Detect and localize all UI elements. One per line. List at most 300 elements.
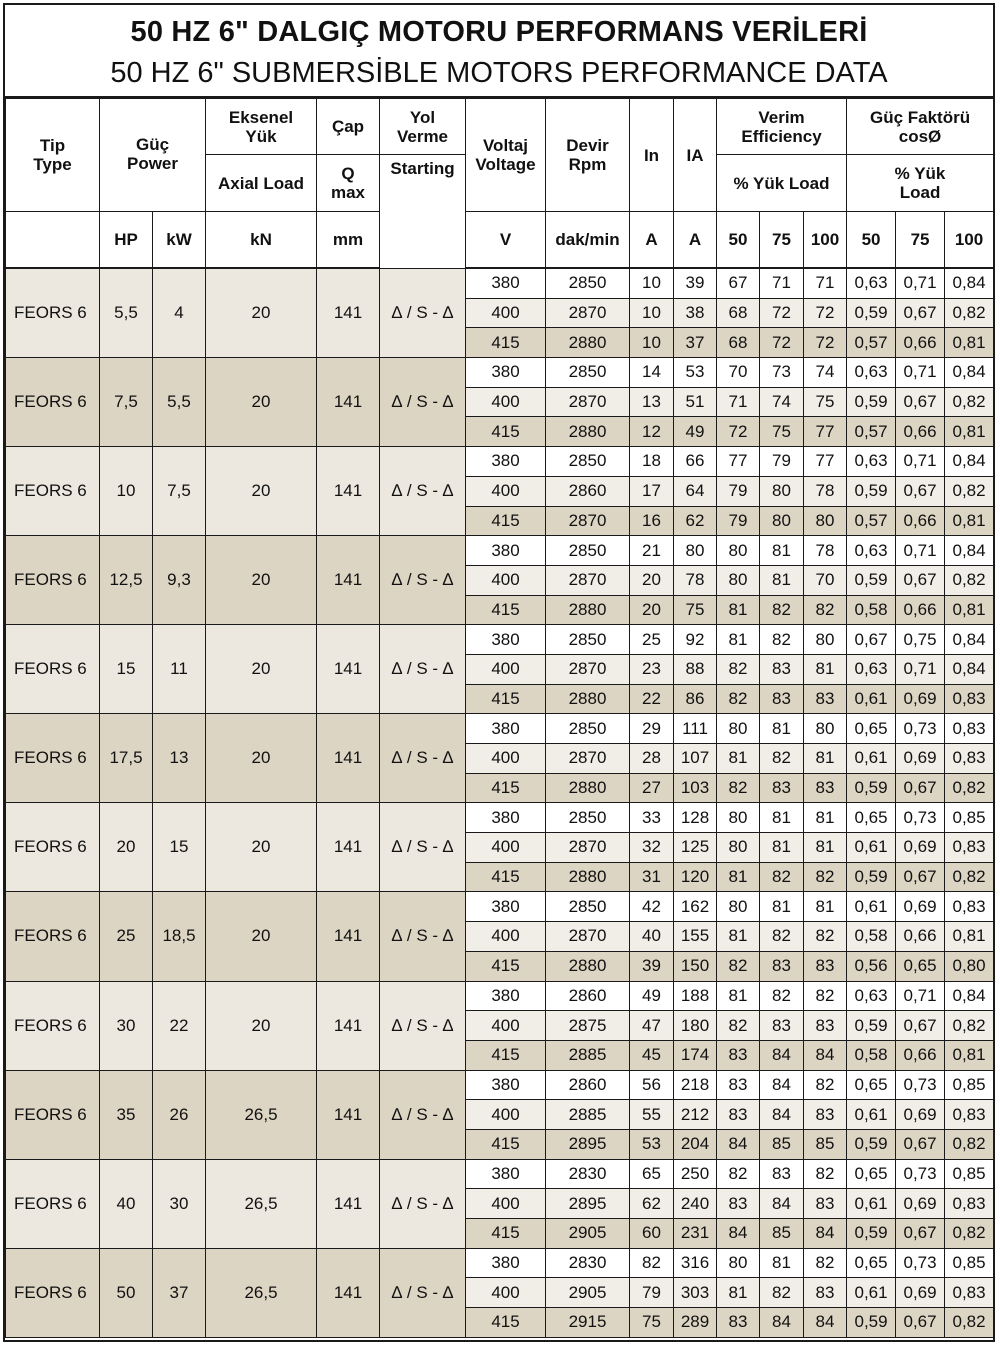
- voltage-cell: 400: [466, 1011, 546, 1041]
- ia-cell: 78: [674, 565, 717, 595]
- eff-50-cell: 82: [717, 773, 760, 803]
- voltage-cell: 400: [466, 387, 546, 417]
- voltage-cell: 400: [466, 565, 546, 595]
- power-kw-cell: 4: [153, 268, 206, 358]
- starting-cell: ∆ / S - ∆: [380, 625, 466, 714]
- table-row: [6, 714, 994, 744]
- header-efficiency: [717, 99, 847, 155]
- power-kw-cell: 7,5: [153, 447, 206, 536]
- voltage-cell: 380: [466, 892, 546, 922]
- rpm-cell: 2895: [546, 1189, 630, 1219]
- eff-100-cell: 83: [804, 773, 847, 803]
- voltage-cell: 380: [466, 1070, 546, 1100]
- pf-100-cell: 0,82: [945, 1219, 994, 1249]
- type-cell: FEORS 6: [6, 714, 100, 803]
- axial-load-cell: 20: [206, 892, 317, 981]
- pf-100-cell: 0,82: [945, 387, 994, 417]
- eff-50-cell: 82: [717, 951, 760, 981]
- ia-cell: 289: [674, 1308, 717, 1338]
- eff-100-cell: 71: [804, 268, 847, 298]
- in-cell: 22: [630, 684, 674, 714]
- diameter-cell: 141: [317, 536, 380, 625]
- power-hp-cell: 20: [100, 803, 153, 892]
- pf-50-cell: 0,57: [847, 328, 896, 358]
- eff-75-cell: 79: [760, 447, 804, 477]
- header-tip-label: Tip: [39, 136, 66, 155]
- in-cell: 20: [630, 565, 674, 595]
- in-cell: 45: [630, 1040, 674, 1070]
- rpm-cell: 2880: [546, 595, 630, 625]
- eff-50-cell: 72: [717, 417, 760, 447]
- pf-100-cell: 0,83: [945, 684, 994, 714]
- eff-100-cell: 83: [804, 684, 847, 714]
- header-efficiency-label: Efficiency: [741, 126, 822, 146]
- diameter-cell: 141: [317, 625, 380, 714]
- in-cell: 75: [630, 1308, 674, 1338]
- unit-kw: kW: [153, 212, 206, 269]
- eff-100-cell: 78: [804, 476, 847, 506]
- pf-50-cell: 0,67: [847, 625, 896, 655]
- starting-cell: ∆ / S - ∆: [380, 714, 466, 803]
- table-row: [6, 981, 994, 1011]
- diameter-cell: 141: [317, 358, 380, 447]
- header-type: [6, 99, 100, 212]
- power-kw-cell: 9,3: [153, 536, 206, 625]
- header-voltage: [466, 99, 546, 212]
- ia-cell: 103: [674, 773, 717, 803]
- ia-cell: 66: [674, 447, 717, 477]
- pf-50-cell: 0,59: [847, 565, 896, 595]
- voltage-cell: 380: [466, 447, 546, 477]
- ia-cell: 86: [674, 684, 717, 714]
- eff-100-cell: 82: [804, 1159, 847, 1189]
- eff-100-cell: 80: [804, 714, 847, 744]
- voltage-cell: 415: [466, 328, 546, 358]
- pf-75-cell: 0,69: [896, 1189, 945, 1219]
- header-q-label: Q: [341, 164, 355, 183]
- unit-ia-a: A: [674, 212, 717, 269]
- voltage-cell: 380: [466, 803, 546, 833]
- title-english: 50 HZ 6" SUBMERSİBLE MOTORS PERFORMANCE DATA: [110, 57, 888, 89]
- starting-cell: ∆ / S - ∆: [380, 1070, 466, 1159]
- pf-50-cell: 0,61: [847, 1278, 896, 1308]
- header-type-blank: [6, 212, 100, 269]
- axial-load-cell: 20: [206, 268, 317, 358]
- voltage-cell: 400: [466, 833, 546, 863]
- voltage-cell: 415: [466, 862, 546, 892]
- in-cell: 14: [630, 358, 674, 388]
- voltage-cell: 380: [466, 981, 546, 1011]
- eff-50-cell: 81: [717, 595, 760, 625]
- voltage-cell: 400: [466, 744, 546, 774]
- pf-50-cell: 0,61: [847, 1189, 896, 1219]
- eff-100-cell: 77: [804, 417, 847, 447]
- pf-100-cell: 0,81: [945, 506, 994, 536]
- starting-cell: ∆ / S - ∆: [380, 803, 466, 892]
- pf-100-cell: 0,83: [945, 833, 994, 863]
- type-cell: FEORS 6: [6, 803, 100, 892]
- pf-75-cell: 0,69: [896, 1100, 945, 1130]
- header-axial-tr: [206, 99, 317, 155]
- eff-75-cell: 73: [760, 358, 804, 388]
- pf-100-cell: 0,82: [945, 1011, 994, 1041]
- axial-load-cell: 20: [206, 358, 317, 447]
- eff-75-cell: 84: [760, 1100, 804, 1130]
- pf-75-cell: 0,67: [896, 565, 945, 595]
- pf-100-cell: 0,84: [945, 654, 994, 684]
- pf-100-cell: 0,82: [945, 298, 994, 328]
- eff-100-cell: 84: [804, 1040, 847, 1070]
- ia-cell: 303: [674, 1278, 717, 1308]
- ia-cell: 150: [674, 951, 717, 981]
- eff-100-cell: 84: [804, 1219, 847, 1249]
- type-cell: FEORS 6: [6, 892, 100, 981]
- header-devir-label: Devir: [566, 136, 609, 155]
- rpm-cell: 2860: [546, 981, 630, 1011]
- power-hp-cell: 15: [100, 625, 153, 714]
- eff-75-cell: 81: [760, 803, 804, 833]
- pf-100-cell: 0,82: [945, 1129, 994, 1159]
- ia-cell: 204: [674, 1129, 717, 1159]
- rpm-cell: 2850: [546, 892, 630, 922]
- starting-cell: ∆ / S - ∆: [380, 981, 466, 1070]
- eff-50-cell: 79: [717, 476, 760, 506]
- rpm-cell: 2850: [546, 358, 630, 388]
- eff-75-cell: 80: [760, 506, 804, 536]
- power-kw-cell: 15: [153, 803, 206, 892]
- diameter-cell: 141: [317, 981, 380, 1070]
- table-row: [6, 1248, 994, 1278]
- pf-75-cell: 0,69: [896, 892, 945, 922]
- starting-cell: ∆ / S - ∆: [380, 447, 466, 536]
- voltage-cell: 380: [466, 268, 546, 298]
- eff-50-cell: 80: [717, 803, 760, 833]
- eff-50-cell: 81: [717, 862, 760, 892]
- eff-50-cell: 84: [717, 1129, 760, 1159]
- rpm-cell: 2860: [546, 1070, 630, 1100]
- pf-75-cell: 0,73: [896, 714, 945, 744]
- pf-75-cell: 0,67: [896, 1219, 945, 1249]
- eff-75-cell: 81: [760, 714, 804, 744]
- diameter-cell: 141: [317, 1248, 380, 1337]
- in-cell: 82: [630, 1248, 674, 1278]
- in-cell: 40: [630, 922, 674, 952]
- pf-75-cell: 0,66: [896, 595, 945, 625]
- title-turkish: 50 HZ 6" DALGIÇ MOTORU PERFORMANS VERİLERİ: [130, 16, 868, 48]
- pf-50: 50: [847, 212, 896, 269]
- eff-75: 75: [760, 212, 804, 269]
- eff-100-cell: 75: [804, 387, 847, 417]
- in-cell: 27: [630, 773, 674, 803]
- power-hp-cell: 17,5: [100, 714, 153, 803]
- voltage-cell: 380: [466, 714, 546, 744]
- table-row: [6, 268, 994, 298]
- ia-cell: 88: [674, 654, 717, 684]
- axial-load-cell: 20: [206, 981, 317, 1070]
- eff-100-cell: 81: [804, 803, 847, 833]
- eff-100-cell: 72: [804, 328, 847, 358]
- pf-100-cell: 0,80: [945, 951, 994, 981]
- rpm-cell: 2870: [546, 565, 630, 595]
- header-voltaj-label: Voltaj: [482, 136, 529, 155]
- pf-50-cell: 0,56: [847, 951, 896, 981]
- ia-cell: 51: [674, 387, 717, 417]
- eff-50-cell: 82: [717, 1011, 760, 1041]
- eff-100-cell: 82: [804, 981, 847, 1011]
- in-cell: 79: [630, 1278, 674, 1308]
- eff-75-cell: 82: [760, 862, 804, 892]
- header-efficiency-load: % Yük Load: [717, 155, 847, 212]
- pf-100-cell: 0,82: [945, 862, 994, 892]
- pf-75-cell: 0,69: [896, 1278, 945, 1308]
- rpm-cell: 2895: [546, 1129, 630, 1159]
- pf-50-cell: 0,59: [847, 387, 896, 417]
- in-cell: 29: [630, 714, 674, 744]
- table-row: [6, 358, 994, 388]
- table-row: [6, 1070, 994, 1100]
- eff-50-cell: 68: [717, 298, 760, 328]
- eff-50-cell: 80: [717, 565, 760, 595]
- pf-75-cell: 0,73: [896, 803, 945, 833]
- pf-75-cell: 0,67: [896, 387, 945, 417]
- pf-50-cell: 0,61: [847, 892, 896, 922]
- eff-100-cell: 74: [804, 358, 847, 388]
- type-cell: FEORS 6: [6, 358, 100, 447]
- header-qmax: [317, 155, 380, 212]
- eff-75-cell: 81: [760, 892, 804, 922]
- pf-100-cell: 0,82: [945, 1308, 994, 1338]
- ia-cell: 111: [674, 714, 717, 744]
- in-cell: 49: [630, 981, 674, 1011]
- voltage-cell: 415: [466, 951, 546, 981]
- pf-100-cell: 0,81: [945, 1040, 994, 1070]
- eff-100-cell: 72: [804, 298, 847, 328]
- pf-100: 100: [945, 212, 994, 269]
- voltage-cell: 400: [466, 1189, 546, 1219]
- rpm-cell: 2850: [546, 536, 630, 566]
- voltage-cell: 380: [466, 536, 546, 566]
- header-diameter: [317, 99, 380, 155]
- eff-75-cell: 72: [760, 298, 804, 328]
- rpm-cell: 2850: [546, 803, 630, 833]
- ia-cell: 75: [674, 595, 717, 625]
- type-cell: FEORS 6: [6, 1070, 100, 1159]
- rpm-cell: 2915: [546, 1308, 630, 1338]
- unit-v: V: [466, 212, 546, 269]
- pf-50-cell: 0,57: [847, 417, 896, 447]
- pf-50-cell: 0,59: [847, 298, 896, 328]
- power-hp-cell: 40: [100, 1159, 153, 1248]
- eff-50-cell: 77: [717, 447, 760, 477]
- diameter-cell: 141: [317, 447, 380, 536]
- voltage-cell: 415: [466, 773, 546, 803]
- pf-50-cell: 0,63: [847, 358, 896, 388]
- pf-75-cell: 0,71: [896, 268, 945, 298]
- axial-load-cell: 26,5: [206, 1248, 317, 1337]
- pf-50-cell: 0,58: [847, 1040, 896, 1070]
- eff-100-cell: 83: [804, 1189, 847, 1219]
- eff-50-cell: 68: [717, 328, 760, 358]
- eff-75-cell: 82: [760, 1278, 804, 1308]
- eff-75-cell: 85: [760, 1219, 804, 1249]
- ia-cell: 80: [674, 536, 717, 566]
- header-verim-label: Verim: [758, 107, 805, 127]
- header-starting-tr: [380, 99, 466, 155]
- voltage-cell: 415: [466, 684, 546, 714]
- type-cell: FEORS 6: [6, 268, 100, 358]
- eff-100-cell: 81: [804, 654, 847, 684]
- header-pct-yuk-label: % Yük: [894, 164, 946, 183]
- voltage-cell: 400: [466, 476, 546, 506]
- axial-load-cell: 20: [206, 803, 317, 892]
- header-type-label: Type: [33, 155, 72, 174]
- diameter-cell: 141: [317, 268, 380, 358]
- power-kw-cell: 22: [153, 981, 206, 1070]
- eff-100-cell: 81: [804, 892, 847, 922]
- ia-cell: 180: [674, 1011, 717, 1041]
- unit-in-a: A: [630, 212, 674, 269]
- eff-75-cell: 81: [760, 565, 804, 595]
- rpm-cell: 2830: [546, 1159, 630, 1189]
- eff-100-cell: 70: [804, 565, 847, 595]
- pf-75-cell: 0,75: [896, 625, 945, 655]
- header-voltage-label: Voltage: [475, 155, 536, 174]
- eff-100-cell: 83: [804, 1278, 847, 1308]
- in-cell: 42: [630, 892, 674, 922]
- voltage-cell: 380: [466, 1159, 546, 1189]
- header-ia: IA: [674, 99, 717, 212]
- pf-100-cell: 0,83: [945, 1100, 994, 1130]
- type-cell: FEORS 6: [6, 981, 100, 1070]
- header-power-label: Power: [126, 154, 179, 173]
- ia-cell: 155: [674, 922, 717, 952]
- pf-100-cell: 0,81: [945, 328, 994, 358]
- eff-100-cell: 78: [804, 536, 847, 566]
- table-row: [6, 536, 994, 566]
- axial-load-cell: 26,5: [206, 1159, 317, 1248]
- rpm-cell: 2880: [546, 773, 630, 803]
- header-yuk-label: Yük: [245, 126, 277, 146]
- eff-50-cell: 81: [717, 625, 760, 655]
- power-kw-cell: 13: [153, 714, 206, 803]
- starting-cell: ∆ / S - ∆: [380, 268, 466, 358]
- axial-load-cell: 20: [206, 447, 317, 536]
- pf-75-cell: 0,67: [896, 773, 945, 803]
- ia-cell: 128: [674, 803, 717, 833]
- pf-75-cell: 0,69: [896, 744, 945, 774]
- pf-50-cell: 0,59: [847, 476, 896, 506]
- eff-50-cell: 80: [717, 536, 760, 566]
- type-cell: FEORS 6: [6, 536, 100, 625]
- pf-50-cell: 0,63: [847, 536, 896, 566]
- voltage-cell: 415: [466, 1308, 546, 1338]
- pf-100-cell: 0,85: [945, 1070, 994, 1100]
- eff-75-cell: 82: [760, 922, 804, 952]
- power-hp-cell: 10: [100, 447, 153, 536]
- pf-50-cell: 0,63: [847, 268, 896, 298]
- power-kw-cell: 26: [153, 1070, 206, 1159]
- in-cell: 53: [630, 1129, 674, 1159]
- in-cell: 10: [630, 298, 674, 328]
- in-cell: 10: [630, 268, 674, 298]
- in-cell: 39: [630, 951, 674, 981]
- pf-75-cell: 0,66: [896, 328, 945, 358]
- ia-cell: 53: [674, 358, 717, 388]
- eff-100-cell: 82: [804, 595, 847, 625]
- pf-75-cell: 0,66: [896, 417, 945, 447]
- axial-load-cell: 20: [206, 625, 317, 714]
- eff-100-cell: 84: [804, 1308, 847, 1338]
- rpm-cell: 2850: [546, 625, 630, 655]
- eff-100-cell: 82: [804, 922, 847, 952]
- pf-50-cell: 0,61: [847, 833, 896, 863]
- header-load-label: Load: [899, 183, 941, 202]
- table-row: [6, 447, 994, 477]
- pf-100-cell: 0,82: [945, 565, 994, 595]
- starting-cell: ∆ / S - ∆: [380, 1159, 466, 1248]
- eff-75-cell: 83: [760, 684, 804, 714]
- in-cell: 55: [630, 1100, 674, 1130]
- rpm-cell: 2875: [546, 1011, 630, 1041]
- pf-75-cell: 0,71: [896, 358, 945, 388]
- eff-75-cell: 84: [760, 1189, 804, 1219]
- power-kw-cell: 5,5: [153, 358, 206, 447]
- header-power-factor: [847, 99, 994, 155]
- pf-75-cell: 0,67: [896, 862, 945, 892]
- in-cell: 21: [630, 536, 674, 566]
- power-hp-cell: 50: [100, 1248, 153, 1337]
- voltage-cell: 400: [466, 298, 546, 328]
- in-cell: 31: [630, 862, 674, 892]
- voltage-cell: 415: [466, 1219, 546, 1249]
- rpm-cell: 2850: [546, 268, 630, 298]
- pf-75-cell: 0,67: [896, 298, 945, 328]
- power-hp-cell: 35: [100, 1070, 153, 1159]
- eff-50-cell: 81: [717, 981, 760, 1011]
- rpm-cell: 2880: [546, 684, 630, 714]
- eff-50-cell: 67: [717, 268, 760, 298]
- power-hp-cell: 30: [100, 981, 153, 1070]
- ia-cell: 39: [674, 268, 717, 298]
- eff-50-cell: 83: [717, 1040, 760, 1070]
- pf-50-cell: 0,65: [847, 1070, 896, 1100]
- rpm-cell: 2905: [546, 1219, 630, 1249]
- voltage-cell: 400: [466, 654, 546, 684]
- eff-100-cell: 77: [804, 447, 847, 477]
- eff-100-cell: 82: [804, 1070, 847, 1100]
- rpm-cell: 2880: [546, 862, 630, 892]
- eff-100-cell: 82: [804, 1248, 847, 1278]
- pf-50-cell: 0,65: [847, 1159, 896, 1189]
- eff-100-cell: 81: [804, 833, 847, 863]
- axial-load-cell: 20: [206, 536, 317, 625]
- pf-50-cell: 0,61: [847, 744, 896, 774]
- header-guc-faktoru-label: Güç Faktörü: [869, 107, 971, 127]
- ia-cell: 64: [674, 476, 717, 506]
- power-hp-cell: 5,5: [100, 268, 153, 358]
- power-hp-cell: 7,5: [100, 358, 153, 447]
- starting-cell: ∆ / S - ∆: [380, 358, 466, 447]
- power-hp-cell: 12,5: [100, 536, 153, 625]
- header-cos-label: cosØ: [898, 126, 942, 146]
- rpm-cell: 2880: [546, 328, 630, 358]
- pf-75-cell: 0,67: [896, 1011, 945, 1041]
- eff-100-cell: 83: [804, 1100, 847, 1130]
- ia-cell: 125: [674, 833, 717, 863]
- pf-50-cell: 0,58: [847, 922, 896, 952]
- pf-75-cell: 0,71: [896, 654, 945, 684]
- eff-50-cell: 83: [717, 1189, 760, 1219]
